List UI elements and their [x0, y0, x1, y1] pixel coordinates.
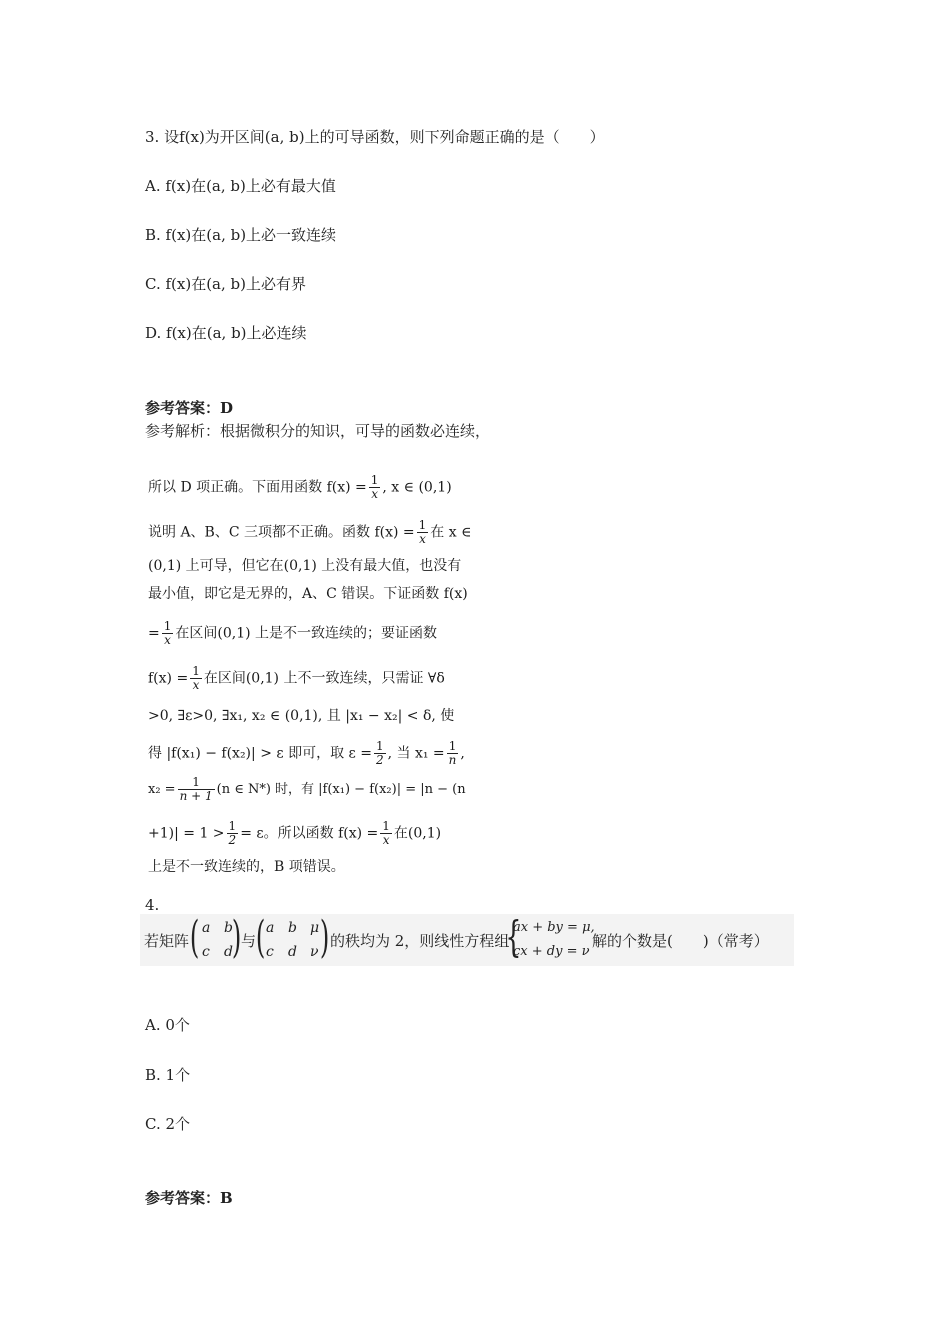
q4-answer: 参考答案：B: [145, 1189, 233, 1207]
solution-line-7: >0, ∃ε>0, ∃x₁, x₂ ∈ (0,1), 且 |x₁ − x₂| < δ, 使: [148, 708, 455, 724]
fraction: $\frac{1}{x}$: [192, 664, 200, 692]
q4-stem-c: 的秩均为 2，则线性方程组: [330, 932, 510, 950]
solution-line-5: = $\frac{1}{x}$ 在区间(0,1) 上是不一致连续的；要证函数: [148, 619, 438, 647]
q4-number: 4.: [145, 896, 160, 914]
q3-option-b: B. f(x)在(a, b)上必一致连续: [145, 226, 337, 244]
q4-stem-a: 若矩阵: [144, 932, 190, 950]
left-paren: (: [255, 912, 266, 963]
q4-stem-image: [140, 914, 794, 966]
fraction: $\frac{1}{n}$: [448, 739, 457, 767]
q4-stem-b: 与: [241, 932, 257, 950]
fraction: $\frac{1}{2}$: [228, 819, 237, 847]
fraction: $\frac{1}{n + 1}$: [179, 775, 213, 803]
left-brace: {: [505, 912, 522, 961]
m1-d: d: [224, 944, 233, 960]
m2-mu: μ: [310, 920, 320, 936]
eq-2: cx + dy = ν: [513, 944, 590, 959]
m2-c: c: [266, 944, 274, 960]
solution-line-2: 说明 A、B、C 三项都不正确。函数 f(x) = $\frac{1}{x}$ 在 x ∈: [148, 518, 472, 546]
m1-a: a: [202, 920, 211, 936]
right-paren: ): [231, 912, 242, 963]
q4-option-b: B. 1个: [145, 1066, 191, 1084]
fraction: $\frac{1}{x}$: [163, 619, 172, 647]
q3-answer: 参考答案：D: [145, 399, 234, 417]
q4-stem-d: 解的个数是( )（常考）: [592, 932, 769, 950]
solution-line-4: 最小值，即它是无界的，A、C 错误。下证函数 f(x): [148, 586, 468, 602]
fraction: $\frac{1}{x}$: [370, 473, 379, 501]
fraction: $\frac{1}{x}$: [382, 819, 390, 847]
fraction: $\frac{1}{x}$: [418, 518, 427, 546]
m2-d: d: [288, 944, 297, 960]
m2-b: b: [288, 920, 297, 936]
solution-line-11: 上是不一致连续的，B 项错误。: [148, 859, 345, 875]
q3-option-d: D. f(x)在(a, b)上必连续: [145, 324, 307, 342]
solution-line-6: f(x) = $\frac{1}{x}$ 在区间(0,1) 上不一致连续，只需证 ∀δ: [148, 664, 445, 692]
q4-option-a: A. 0个: [145, 1016, 190, 1034]
fraction: $\frac{1}{2}$: [375, 739, 384, 767]
q3-analysis: 参考解析：根据微积分的知识，可导的函数必连续，: [145, 422, 491, 440]
solution-line-9: x₂ = $\frac{1}{n + 1}$ (n ∈ N*) 时，有 |f(x₁) − f(x₂)| = |n − (n: [148, 775, 466, 803]
solution-line-8: 得 |f(x₁) − f(x₂)| > ε 即可，取 ε = $\frac{1}{2}$ , 当 x₁ = $\frac{1}{n}$ ,: [148, 739, 465, 767]
q4-option-c: C. 2个: [145, 1115, 191, 1133]
right-paren: ): [319, 912, 330, 963]
m1-c: c: [202, 944, 210, 960]
m1-b: b: [224, 920, 233, 936]
q3-option-a: A. f(x)在(a, b)上必有最大值: [145, 177, 336, 195]
eq-1: ax + by = μ,: [513, 920, 595, 935]
left-paren: (: [189, 912, 200, 963]
m2-nu: ν: [310, 944, 319, 960]
q3-option-c: C. f(x)在(a, b)上必有界: [145, 275, 306, 293]
q3-stem: 3. 设f(x)为开区间(a, b)上的可导函数，则下列命题正确的是（ ）: [145, 128, 605, 146]
solution-line-10: +1)| = 1 > $\frac{1}{2}$ = ε。所以函数 f(x) = $\frac{1}{x}$ 在(0,1): [148, 819, 442, 847]
solution-line-3: (0,1) 上可导，但它在(0,1) 上没有最大值，也没有: [148, 558, 462, 574]
m2-a: a: [266, 920, 275, 936]
solution-line-1: 所以 D 项正确。下面用函数 f(x) = $\frac{1}{x}$ , x ∈ (0,1): [148, 473, 452, 501]
